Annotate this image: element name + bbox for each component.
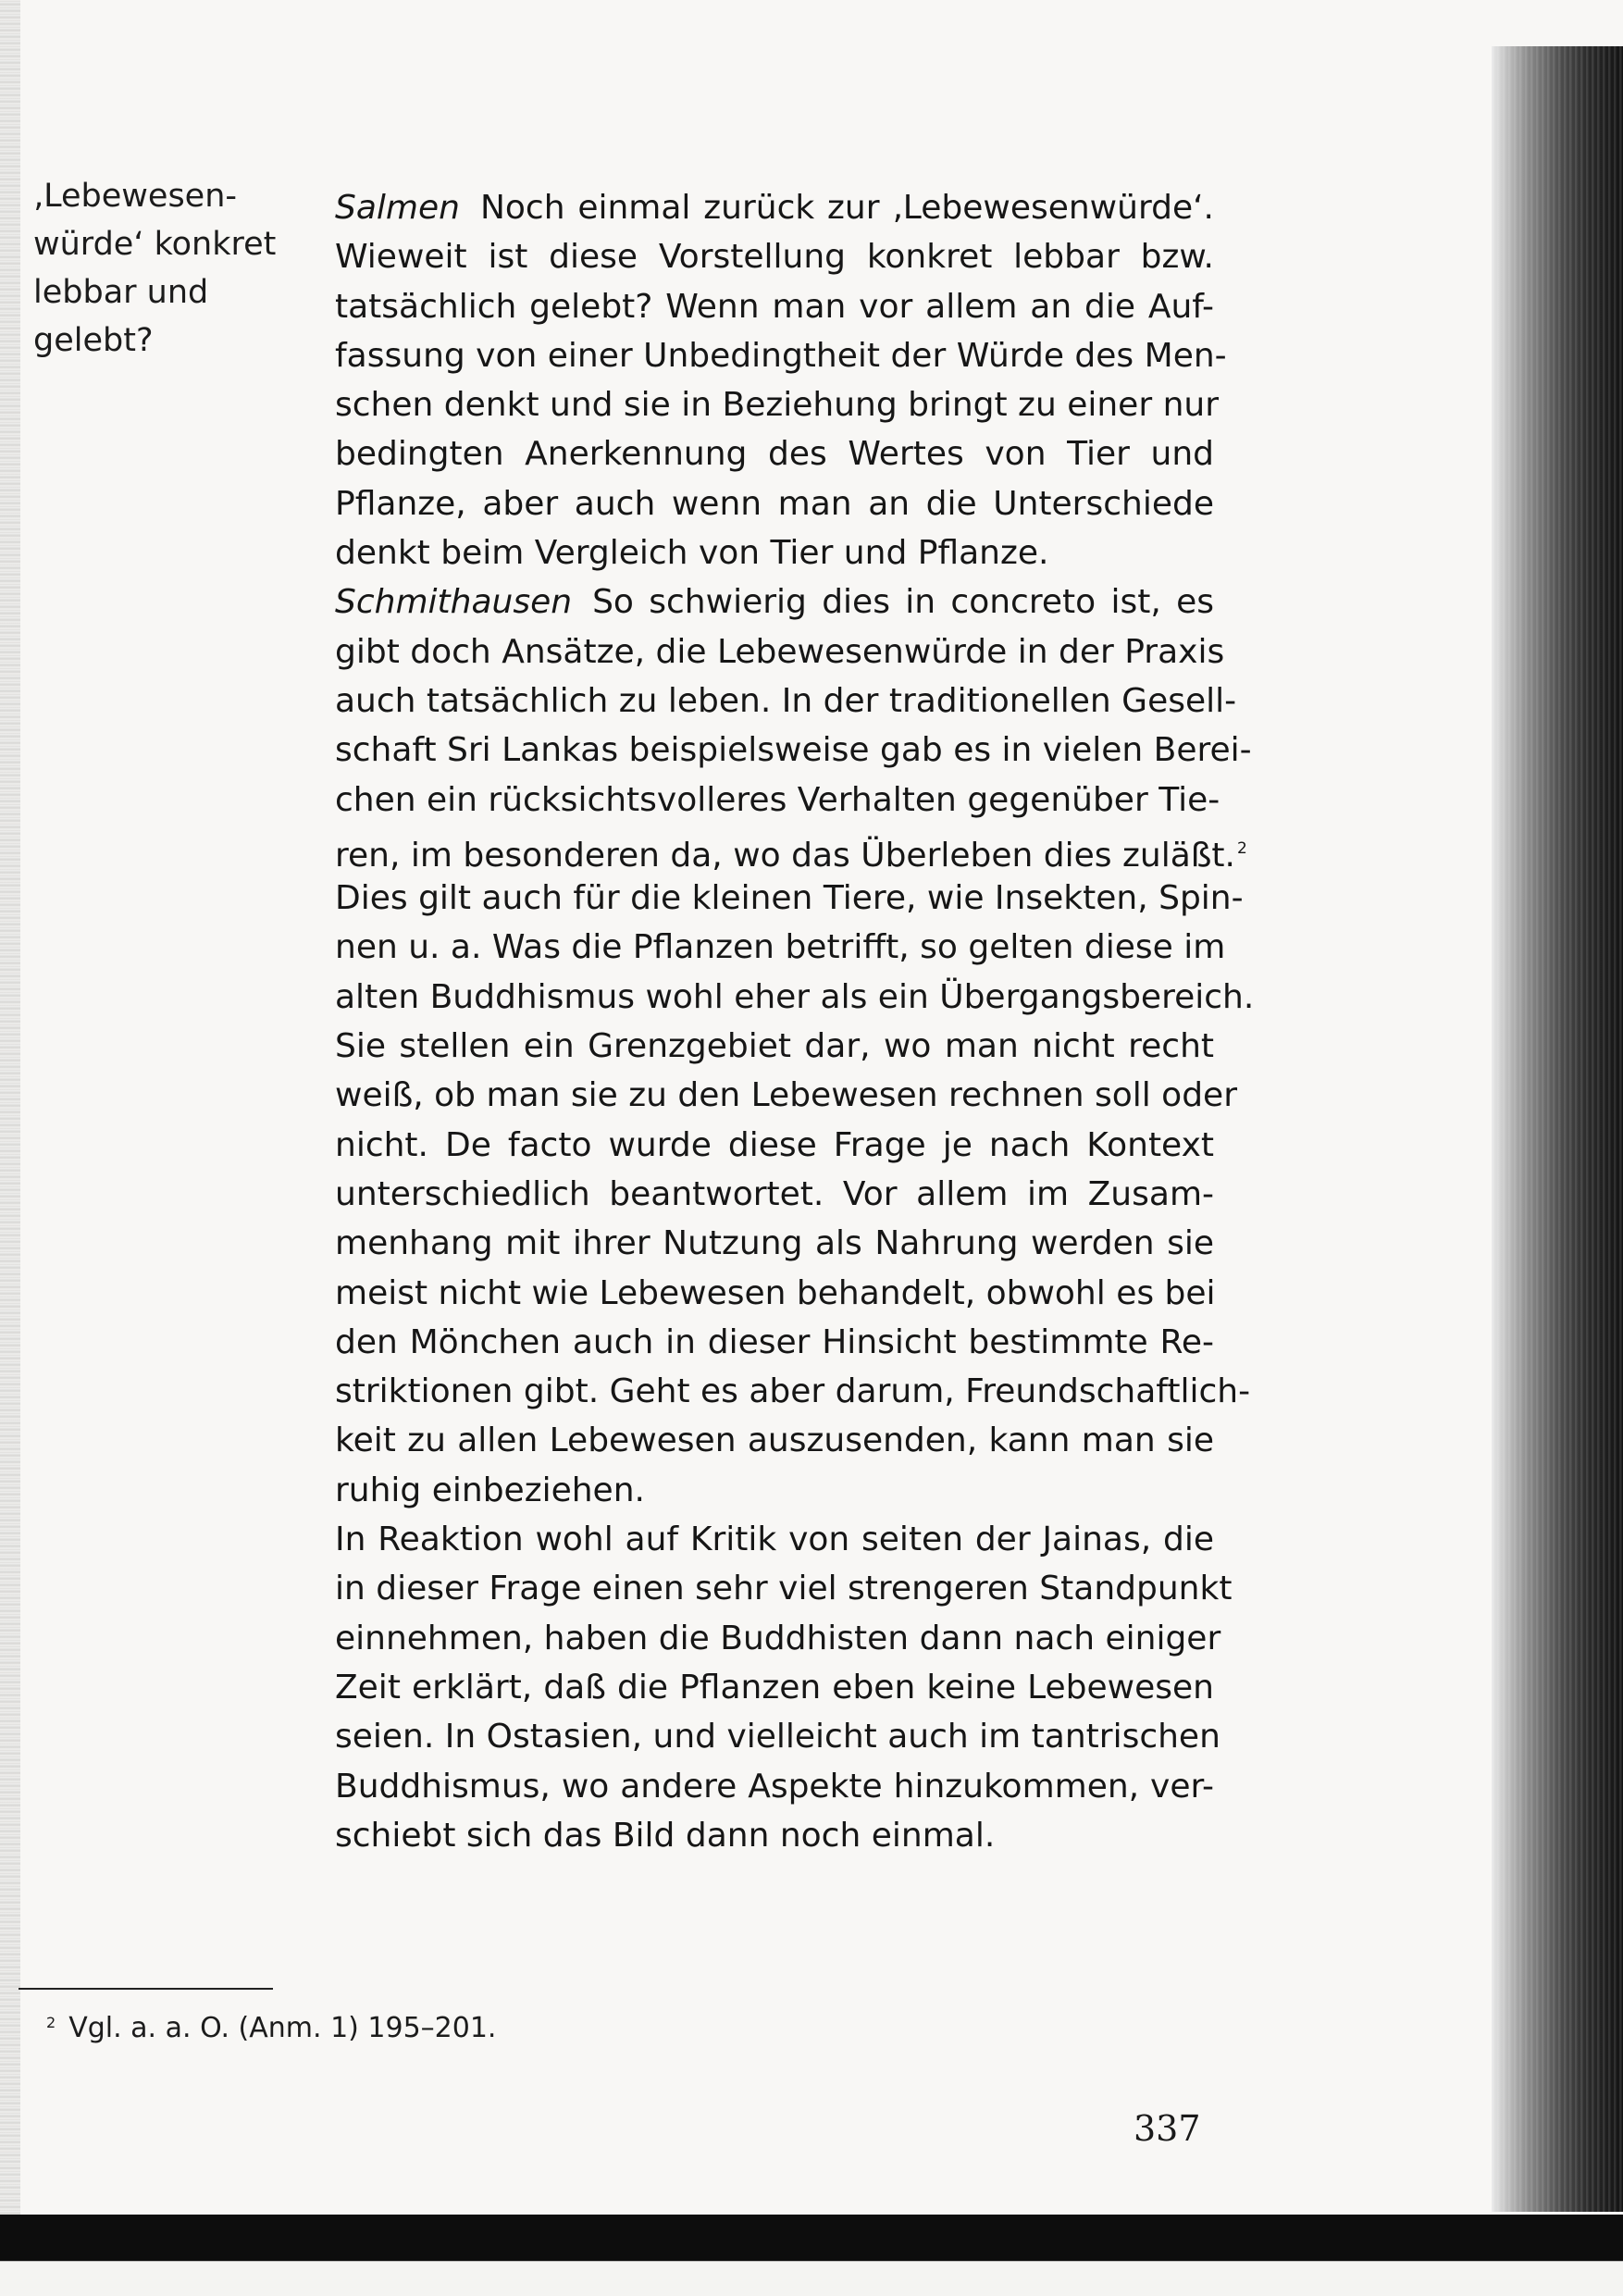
text-line: Salmen Noch einmal zurück zur ‚Lebewesenwürde‘. xyxy=(335,189,1214,227)
text-line: Zeit erklärt, daß die Pflanzen eben keine Lebewesen xyxy=(335,1668,1214,1706)
text-line: nicht. De facto wurde diese Frage je nach Kontext xyxy=(335,1125,1214,1164)
text-line: Pflanze, aber auch wenn man an die Unterschiede xyxy=(335,484,1214,523)
footnote-text: Vgl. a. a. O. (Anm. 1) 195–201. xyxy=(68,2012,497,2044)
text-line: fassung von einer Unbedingtheit der Würde des Men- xyxy=(335,336,1227,375)
page-number: 337 xyxy=(1134,2108,1201,2149)
text-line: keit zu allen Lebewesen auszusenden, kann man sie xyxy=(335,1421,1214,1460)
text-line: ren, im besonderen da, wo das Überleben dies zuläßt. $^2$ xyxy=(335,836,1247,875)
main-text xyxy=(335,183,1255,1860)
text-line: nen u. a. Was die Pflanzen betrifft, so gelten diese im xyxy=(335,928,1226,967)
text-line: striktionen gibt. Geht es aber darum, Freundschaftlich- xyxy=(335,1372,1251,1411)
text-line: Dies gilt auch für die kleinen Tiere, wie Insekten, Spin- xyxy=(335,879,1244,918)
margin-note-line: würde‘ konkret xyxy=(33,226,277,263)
text-line: unterschiedlich beantwortet. Vor allem im Zusam- xyxy=(335,1174,1214,1213)
text-line: alten Buddhismus wohl eher als ein Übergangsbereich. xyxy=(335,977,1255,1016)
speaker-name: Salmen xyxy=(335,189,460,227)
footnote-divider xyxy=(19,1988,273,1990)
text-line: Schmithausen So schwierig dies in concreto ist, es xyxy=(335,583,1214,622)
text-line: bedingten Anerkennung des Wertes von Tier und xyxy=(335,435,1214,474)
footnote xyxy=(46,2012,496,2044)
text-line: schaft Sri Lankas beispielsweise gab es in vielen Berei- xyxy=(335,731,1252,770)
text-line: auch tatsächlich zu leben. In der traditionellen Gesell- xyxy=(335,681,1237,720)
text-line: tatsächlich gelebt? Wenn man vor allem an die Auf- xyxy=(335,287,1214,326)
text-line: meist nicht wie Lebewesen behandelt, obwohl es bei xyxy=(335,1273,1216,1312)
margin-note xyxy=(33,172,277,365)
text-line: denkt beim Vergleich von Tier und Pflanze. xyxy=(335,534,1049,573)
speaker-name: Schmithausen xyxy=(335,583,573,622)
text-line: weiß, ob man sie zu den Lebewesen rechnen soll oder xyxy=(335,1076,1238,1115)
text-line: menhang mit ihrer Nutzung als Nahrung werden sie xyxy=(335,1224,1214,1263)
margin-note-line: ‚Lebewesen- xyxy=(33,178,238,215)
text-line: chen ein rücksichtsvolleres Verhalten gegenüber Tie- xyxy=(335,780,1220,819)
scan-bottom-edge xyxy=(0,2261,1623,2296)
text-line: schen denkt und sie in Beziehung bringt zu einer nur xyxy=(335,386,1220,425)
footnote-reference[interactable]: 2 xyxy=(1236,838,1247,858)
text-line: ruhig einbeziehen. xyxy=(335,1471,645,1509)
text-line: gibt doch Ansätze, die Lebewesenwürde in der Praxis xyxy=(335,632,1225,671)
text-line: Buddhismus, wo andere Aspekte hinzukommen, ver- xyxy=(335,1767,1214,1806)
margin-note-line: lebbar und xyxy=(33,274,209,311)
margin-note-line: gelebt? xyxy=(33,322,154,359)
text-line: einnehmen, haben die Buddhisten dann nach einiger xyxy=(335,1619,1221,1657)
scan-bottom-shadow xyxy=(0,2215,1623,2261)
text-line: den Mönchen auch in dieser Hinsicht bestimmte Re- xyxy=(335,1322,1214,1361)
scan-edge-shadow xyxy=(0,0,20,2295)
text-line: Sie stellen ein Grenzgebiet dar, wo man nicht recht xyxy=(335,1027,1214,1066)
gutter-page-edges xyxy=(1492,46,1623,2212)
text-line: seien. In Ostasien, und vielleicht auch im tantrischen xyxy=(335,1718,1220,1756)
text-line: In Reaktion wohl auf Kritik von seiten der Jainas, die xyxy=(335,1520,1214,1559)
footnote-number: 2 xyxy=(46,2014,56,2031)
text-line: in dieser Frage einen sehr viel strengeren Standpunkt xyxy=(335,1570,1233,1608)
text-line: schiebt sich das Bild dann noch einmal. xyxy=(335,1816,996,1855)
text-line: Wieweit ist diese Vorstellung konkret lebbar bzw. xyxy=(335,238,1214,277)
